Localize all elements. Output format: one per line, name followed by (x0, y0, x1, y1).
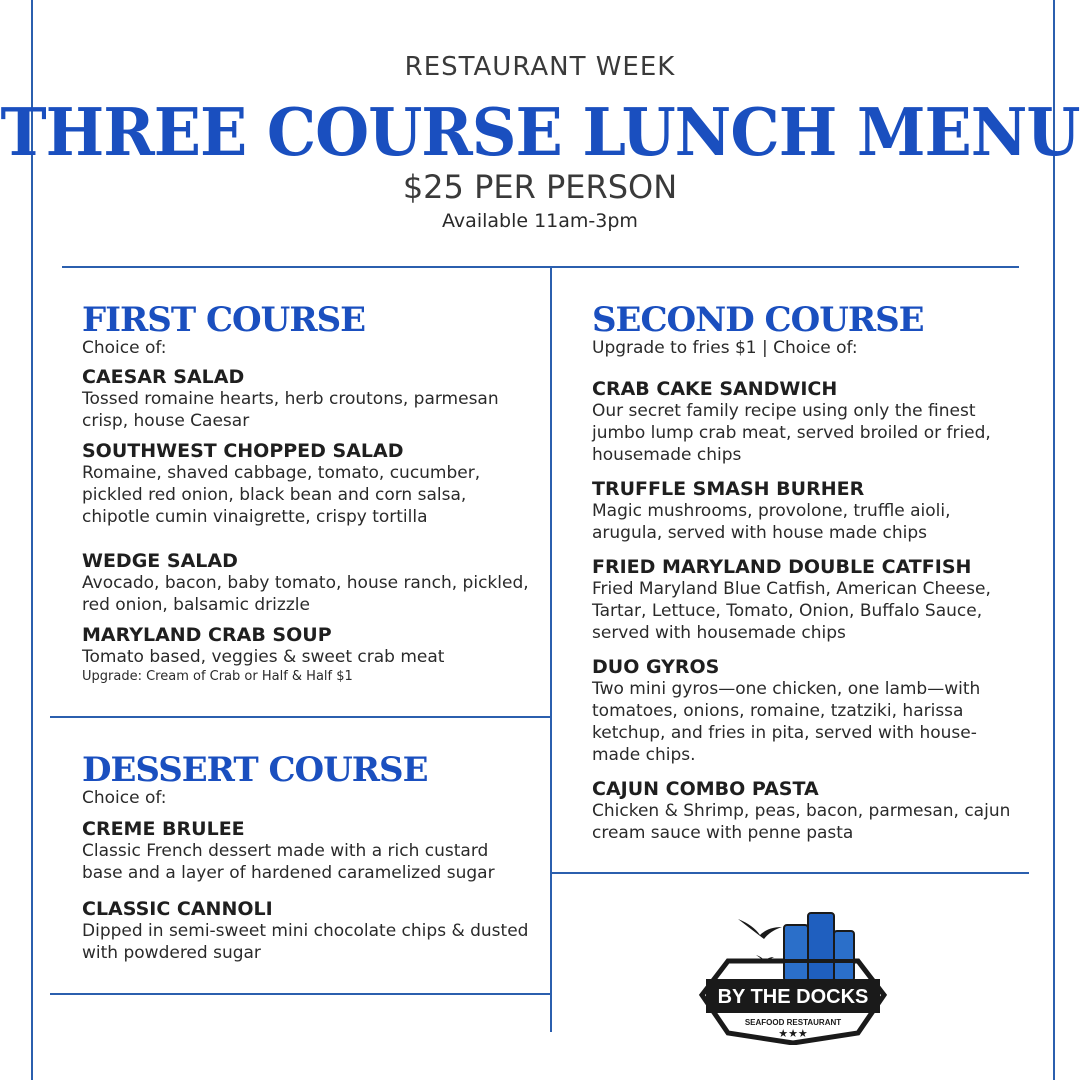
second-course-divider (552, 872, 1029, 874)
item-description: Fried Maryland Blue Catfish, American Cheese, Tartar, Lettuce, Tomato, Onion, Buffalo Sauce, served with housemade chips (592, 579, 991, 643)
seagull-icon (738, 919, 782, 939)
item-upgrade-note: Upgrade: Cream of Crab or Half & Half $1 (82, 669, 353, 684)
logo-tagline: SEAFOOD RESTAURANT (744, 1018, 842, 1027)
first-course-divider (50, 716, 550, 718)
price-label: $25 PER PERSON (402, 168, 678, 206)
item-name: CAJUN COMBO PASTA (592, 778, 819, 800)
section-title: SECOND COURSE (592, 300, 924, 340)
item-description: Avocado, bacon, baby tomato, house ranch, pickled, red onion, balsamic drizzle (82, 573, 529, 615)
menu-title: THREE COURSE LUNCH MENU (0, 94, 1080, 171)
restaurant-week-label: RESTAURANT WEEK (404, 52, 676, 82)
restaurant-logo (698, 905, 888, 1045)
item-name: DUO GYROS (592, 656, 720, 678)
menu-item (592, 656, 1012, 766)
section-subtitle: Upgrade to fries $1 | Choice of: (592, 338, 858, 358)
item-name: CLASSIC CANNOLI (82, 898, 273, 920)
section-title: FIRST COURSE (82, 300, 366, 340)
item-name: SOUTHWEST CHOPPED SALAD (82, 440, 404, 462)
menu-item (592, 556, 1012, 644)
item-name: CRAB CAKE SANDWICH (592, 378, 838, 400)
menu-item (82, 440, 532, 528)
item-name: CREME BRULEE (82, 818, 245, 840)
second-course-section (592, 302, 1012, 844)
item-description: Our secret family recipe using only the finest jumbo lump crab meat, served broiled or fried, housemade chips (592, 401, 991, 465)
menu-item (592, 478, 1012, 544)
menu-item (592, 378, 1012, 466)
pilings-icon (784, 913, 854, 981)
menu-item (82, 898, 532, 964)
first-course-section (82, 302, 532, 686)
item-description: Dipped in semi-sweet mini chocolate chips & dusted with powdered sugar (82, 921, 529, 963)
item-description: Tossed romaine hearts, herb croutons, parmesan crisp, house Caesar (82, 389, 499, 431)
logo-name: BY THE DOCKS (717, 986, 869, 1008)
header-divider (62, 266, 1019, 268)
menu-item (592, 778, 1012, 844)
section-subtitle: Choice of: (82, 788, 167, 808)
item-name: FRIED MARYLAND DOUBLE CATFISH (592, 556, 972, 578)
menu-item (82, 818, 532, 884)
menu-item (82, 624, 532, 686)
item-name: WEDGE SALAD (82, 550, 238, 572)
menu-item (82, 366, 532, 432)
dessert-course-section (82, 752, 532, 964)
availability-label: Available 11am-3pm (442, 210, 638, 232)
dessert-divider (50, 993, 550, 995)
item-description: Two mini gyros—one chicken, one lamb—with tomatoes, onions, romaine, tzatziki, harissa ketchup, and fries in pita, served with house-made chips. (592, 679, 981, 765)
item-description: Tomato based, veggies & sweet crab meat (82, 647, 445, 667)
item-name: MARYLAND CRAB SOUP (82, 624, 332, 646)
item-description: Magic mushrooms, provolone, truffle aioli, arugula, served with house made chips (592, 501, 951, 543)
item-description: Classic French dessert made with a rich custard base and a layer of hardened caramelized sugar (82, 841, 495, 883)
item-name: TRUFFLE SMASH BURHER (592, 478, 865, 500)
menu-item (82, 550, 532, 616)
section-title: DESSERT COURSE (82, 750, 428, 790)
logo-stars: ★★★ (778, 1027, 808, 1040)
item-description: Romaine, shaved cabbage, tomato, cucumber, pickled red onion, black bean and corn salsa, chipotle cumin vinaigrette, crispy tortilla (82, 463, 481, 527)
item-description: Chicken & Shrimp, peas, bacon, parmesan, cajun cream sauce with penne pasta (592, 801, 1011, 843)
center-divider (550, 266, 552, 1032)
section-subtitle: Choice of: (82, 338, 167, 358)
item-name: CAESAR SALAD (82, 366, 245, 388)
